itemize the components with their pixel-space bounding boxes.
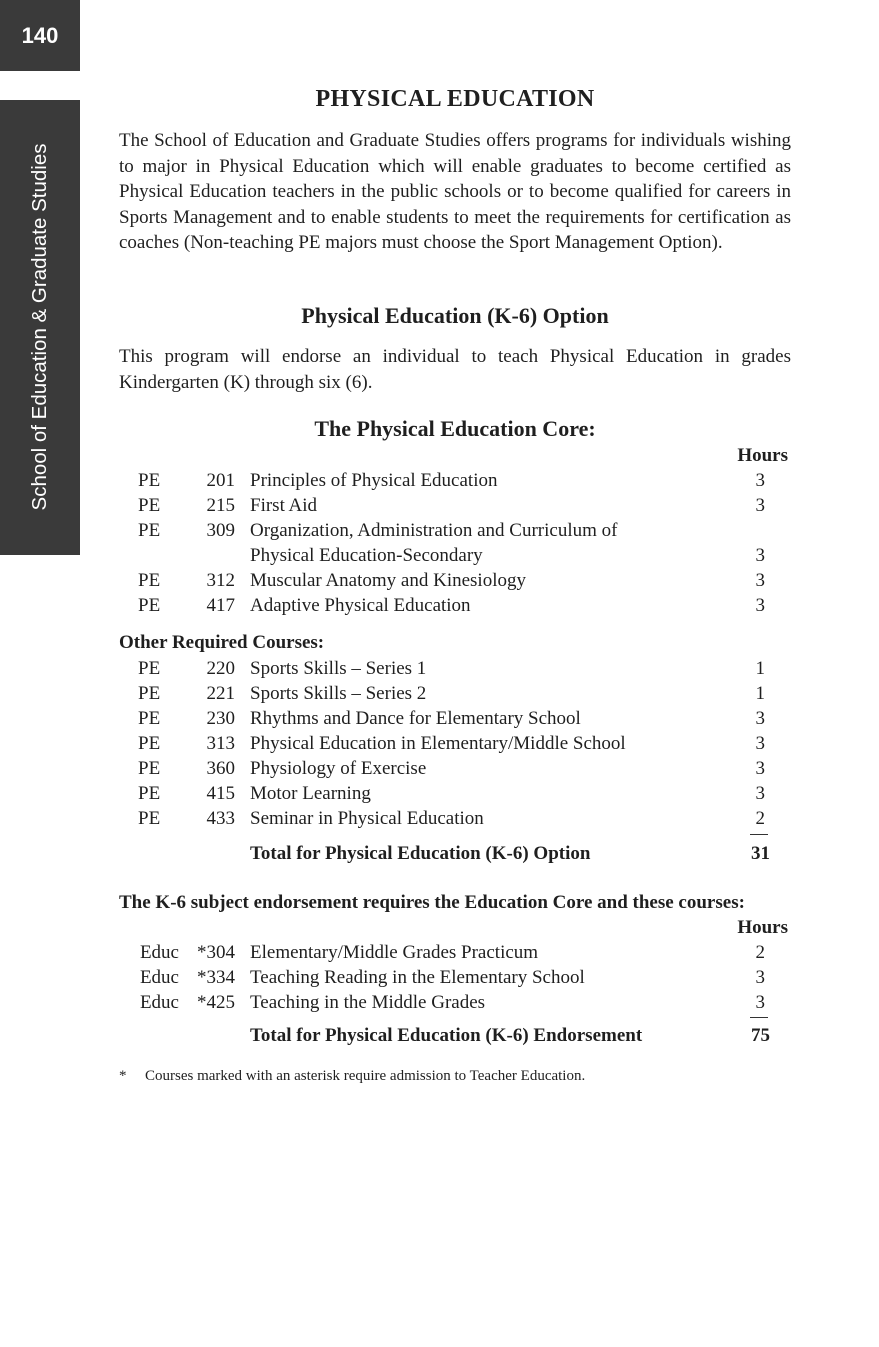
endorsement-hours-header: Hours xyxy=(737,917,788,938)
course-title: Teaching in the Middle Grades xyxy=(250,992,486,1013)
course-hours: 1 xyxy=(755,683,765,704)
page-number-tab xyxy=(0,0,80,71)
course-row xyxy=(119,965,791,990)
page-number: 140 xyxy=(21,22,59,48)
page-title: PHYSICAL EDUCATION xyxy=(315,86,595,112)
course-hours: 3 xyxy=(755,470,765,491)
other-courses-header: Other Required Courses: xyxy=(119,632,325,653)
course-number: 417 xyxy=(206,595,235,616)
course-row xyxy=(119,681,791,706)
course-row xyxy=(119,706,791,731)
course-title: Elementary/Middle Grades Practicum xyxy=(250,942,539,963)
footnote-marker: * xyxy=(119,1068,127,1084)
course-hours: 3 xyxy=(755,967,765,988)
course-row xyxy=(119,731,791,756)
section-side-tab xyxy=(0,100,80,555)
course-row xyxy=(119,593,791,618)
course-title: Rhythms and Dance for Elementary School xyxy=(250,708,581,729)
total-rule xyxy=(750,834,768,835)
endorsement-total-hours: 75 xyxy=(751,1025,770,1046)
course-title: Adaptive Physical Education xyxy=(250,595,471,616)
course-number: 201 xyxy=(206,470,235,491)
course-title: Sports Skills – Series 1 xyxy=(250,658,427,679)
course-dept: Educ xyxy=(139,992,179,1013)
course-dept: PE xyxy=(138,570,161,591)
option-title: Physical Education (K-6) Option xyxy=(301,303,609,328)
course-dept: PE xyxy=(138,708,161,729)
footnote-text: Courses marked with an asterisk require admission to Teacher Education. xyxy=(145,1068,586,1084)
course-title: Physical Education in Elementary/Middle School xyxy=(250,733,626,754)
course-number: 415 xyxy=(206,783,235,804)
course-number: 433 xyxy=(206,808,235,829)
course-hours: 3 xyxy=(755,783,765,804)
course-hours: 3 xyxy=(755,758,765,779)
course-title: Muscular Anatomy and Kinesiology xyxy=(250,570,526,591)
course-hours: 3 xyxy=(755,708,765,729)
course-number: 312 xyxy=(206,570,235,591)
course-row xyxy=(119,468,791,493)
footnote xyxy=(119,1066,585,1086)
course-number: 313 xyxy=(206,733,235,754)
course-dept: PE xyxy=(138,733,161,754)
course-dept: PE xyxy=(138,683,161,704)
course-row xyxy=(119,756,791,781)
course-number: 230 xyxy=(206,708,235,729)
course-title: Motor Learning xyxy=(250,783,371,804)
course-row-continued xyxy=(119,543,791,568)
course-hours: 2 xyxy=(755,942,765,963)
course-dept: PE xyxy=(138,783,161,804)
course-title: Physiology of Exercise xyxy=(250,758,427,779)
course-dept: PE xyxy=(138,470,161,491)
course-number: 215 xyxy=(206,495,235,516)
course-hours: 3 xyxy=(755,595,765,616)
course-dept: PE xyxy=(138,758,161,779)
course-row xyxy=(119,656,791,681)
course-dept: PE xyxy=(138,808,161,829)
course-hours: 3 xyxy=(755,570,765,591)
course-row xyxy=(119,568,791,593)
course-number: 220 xyxy=(206,658,235,679)
course-title: Teaching Reading in the Elementary School xyxy=(250,967,585,988)
course-dept: PE xyxy=(138,658,161,679)
course-row xyxy=(119,518,791,543)
course-title: Organization, Administration and Curriculum of xyxy=(250,520,618,541)
option-total-label: Total for Physical Education (K-6) Option xyxy=(250,843,591,864)
core-title: The Physical Education Core: xyxy=(314,416,596,441)
course-row xyxy=(119,806,791,831)
course-number: 360 xyxy=(206,758,235,779)
course-hours: 1 xyxy=(755,658,765,679)
course-title: Seminar in Physical Education xyxy=(250,808,484,829)
core-hours-header: Hours xyxy=(737,445,788,466)
course-row xyxy=(119,940,791,965)
course-number: *304 xyxy=(197,942,235,963)
course-row xyxy=(119,990,791,1015)
course-dept: Educ xyxy=(139,942,179,963)
course-hours: 3 xyxy=(755,545,765,566)
option-description: This program will endorse an individual to teach Physical Education in grades Kindergarten (K) through six (6). xyxy=(119,346,791,393)
total-rule xyxy=(750,1017,768,1018)
course-title: First Aid xyxy=(250,495,318,516)
endorsement-header: The K-6 subject endorsement requires the Education Core and these courses: xyxy=(119,892,745,913)
course-title: Principles of Physical Education xyxy=(250,470,498,491)
intro-paragraph: The School of Education and Graduate Studies offers programs for individuals wishing to major in Physical Education which will enable graduates to become certified as Physical Education teachers in the public schools or to become qualified for careers in Sports Management and to enable students to meet the requirements for certification as coaches (Non-teaching PE majors must choose the Sport Management Option). xyxy=(119,130,791,253)
course-hours: 2 xyxy=(755,808,765,829)
endorsement-total-label: Total for Physical Education (K-6) Endorsement xyxy=(250,1025,643,1046)
course-dept: PE xyxy=(138,595,161,616)
course-number: *334 xyxy=(197,967,235,988)
course-hours: 3 xyxy=(755,495,765,516)
course-dept: Educ xyxy=(139,967,179,988)
course-title: Sports Skills – Series 2 xyxy=(250,683,427,704)
course-row xyxy=(119,493,791,518)
course-hours: 3 xyxy=(755,733,765,754)
course-title-continued: Physical Education-Secondary xyxy=(250,545,483,566)
course-number: 309 xyxy=(206,520,235,541)
course-dept: PE xyxy=(138,495,161,516)
side-tab-label: School of Education & Graduate Studies xyxy=(28,143,51,511)
course-number: *425 xyxy=(197,992,235,1013)
course-row xyxy=(119,781,791,806)
option-total-hours: 31 xyxy=(751,843,770,864)
course-number: 221 xyxy=(206,683,235,704)
course-hours: 3 xyxy=(755,992,765,1013)
course-dept: PE xyxy=(138,520,161,541)
